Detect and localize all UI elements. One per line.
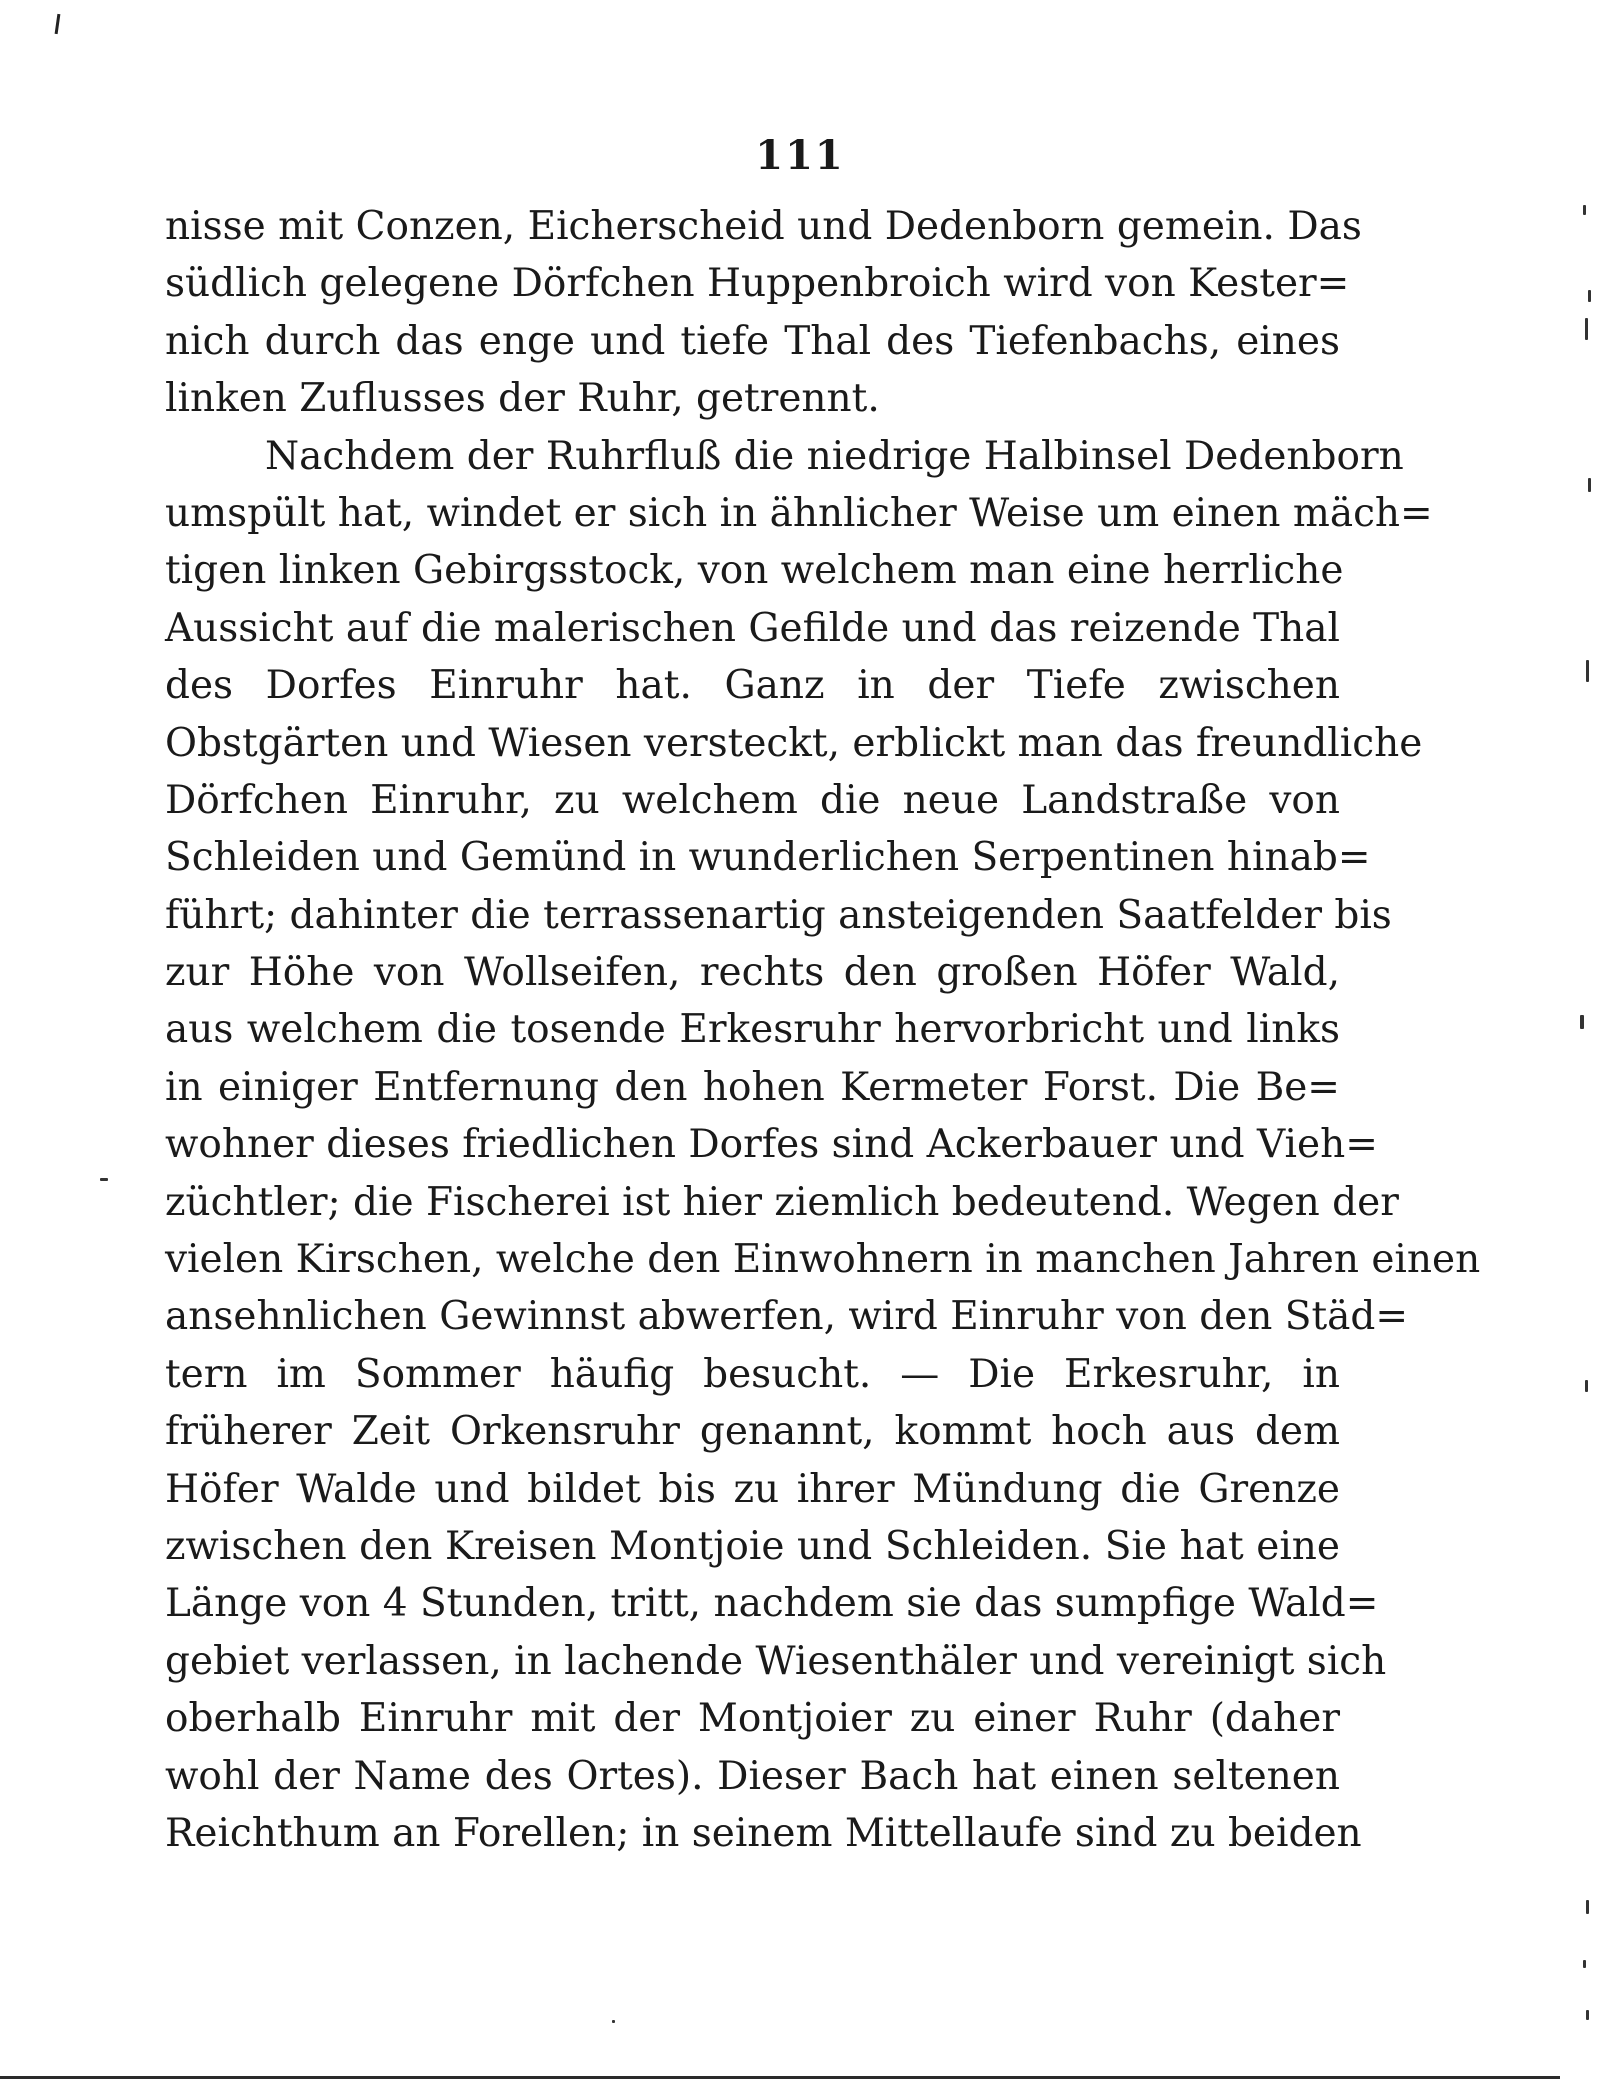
text-line: tern im Sommer häufig besucht. — Die Erkesruhr, in — [165, 1351, 1340, 1397]
text-line: zur Höhe von Wollseifen, rechts den großen Höfer Wald, — [165, 950, 1340, 996]
text-line: vielen Kirschen, welche den Einwohnern in manchen Jahren einen — [165, 1237, 1481, 1283]
scan-speck — [1583, 205, 1586, 215]
scan-speck — [612, 2020, 615, 2023]
text-line: linken Zuflusses der Ruhr, getrennt. — [165, 376, 880, 422]
body-text — [165, 198, 1481, 1862]
text-line: Dörfchen Einruhr, zu welchem die neue Landstraße von — [165, 777, 1340, 823]
scan-speck — [1580, 1015, 1584, 1029]
text-line: ansehnlichen Gewinnst abwerfen, wird Einruhr von den Städ= — [165, 1294, 1409, 1340]
text-line: zwischen den Kreisen Montjoie und Schleiden. Sie hat eine — [165, 1523, 1340, 1569]
text-line: umspült hat, windet er sich in ähnlicher Weise um einen mäch= — [165, 490, 1433, 536]
text-line: nisse mit Conzen, Eicherscheid und Dedenborn gemein. Das — [165, 204, 1362, 249]
text-line: züchtler; die Fischerei ist hier ziemlich bedeutend. Wegen der — [165, 1179, 1399, 1225]
text-line: des Dorfes Einruhr hat. Ganz in der Tiefe zwischen — [165, 663, 1340, 709]
page-number: 111 — [755, 132, 845, 179]
text-line: Reichthum an Forellen; in seinem Mittellaufe sind zu beiden — [165, 1810, 1362, 1856]
text-line: Länge von 4 Stunden, tritt, nachdem sie das sumpfige Wald= — [165, 1581, 1379, 1627]
scan-speck — [1583, 1960, 1586, 1968]
text-line: Schleiden und Gemünd in wunderlichen Serpentinen hinab= — [165, 835, 1371, 881]
text-line: wohl der Name des Ortes). Dieser Bach hat einen seltenen — [165, 1753, 1340, 1799]
text-line: gebiet verlassen, in lachende Wiesenthäler und vereinigt sich — [165, 1638, 1387, 1684]
text-line: früherer Zeit Orkensruhr genannt, kommt hoch aus dem — [165, 1409, 1340, 1455]
scan-speck — [1586, 2010, 1589, 2020]
text-line: tigen linken Gebirgsstock, von welchem man eine herrliche — [165, 548, 1344, 594]
scan-speck — [1588, 290, 1591, 302]
scan-speck — [1585, 1380, 1588, 1392]
text-line: wohner dieses friedlichen Dorfes sind Ackerbauer und Vieh= — [165, 1122, 1378, 1168]
text-line: führt; dahinter die terrassenartig ansteigenden Saatfelder bis — [165, 892, 1392, 938]
corner-mark — [55, 14, 61, 34]
scan-speck — [1585, 318, 1588, 340]
scan-speck — [1588, 478, 1591, 492]
text-line: aus welchem die tosende Erkesruhr hervorbricht und links — [165, 1007, 1340, 1053]
text-line: Höfer Walde und bildet bis zu ihrer Mündung die Grenze — [165, 1466, 1340, 1512]
text-line: Aussicht auf die malerischen Gefilde und das reizende Thal — [165, 605, 1341, 651]
scan-speck — [100, 1178, 108, 1181]
text-line: südlich gelegene Dörfchen Huppenbroich wird von Kester= — [165, 261, 1350, 307]
text-line: Obstgärten und Wiesen versteckt, erblickt man das freundliche — [165, 720, 1423, 766]
text-line: Nachdem der Ruhrfluß die niedrige Halbinsel Dedenborn — [265, 433, 1404, 479]
scan-speck — [1586, 660, 1589, 682]
scan-speck — [1586, 1900, 1589, 1914]
text-line: oberhalb Einruhr mit der Montjoier zu einer Ruhr (daher — [165, 1696, 1340, 1742]
text-line: in einiger Entfernung den hohen Kermeter Forst. Die Be= — [165, 1064, 1340, 1110]
page-edge-shadow — [0, 2076, 1560, 2079]
text-line: nich durch das enge und tiefe Thal des Tiefenbachs, eines — [165, 318, 1340, 364]
